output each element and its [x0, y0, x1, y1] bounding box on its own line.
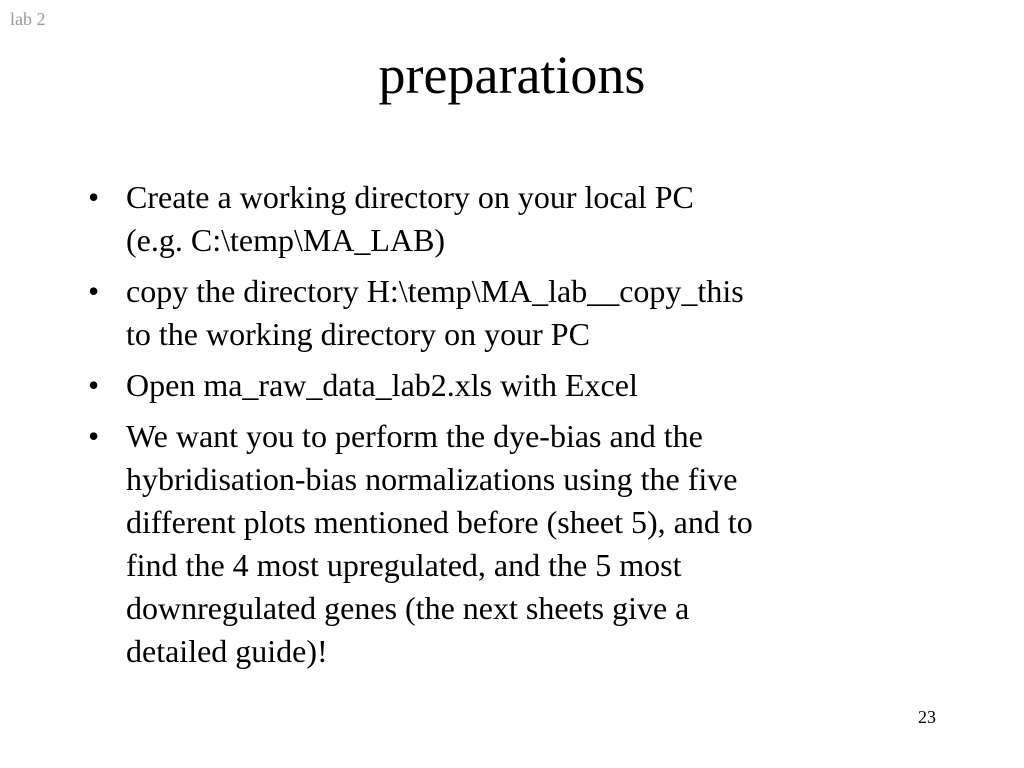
bullet-line: downregulated genes (the next sheets give a [126, 590, 690, 626]
bullet-item-task-description [84, 415, 924, 673]
bullet-line: copy the directory H:\temp\MA_lab__copy_this [126, 273, 744, 309]
bullet-line: hybridisation-bias normalizations using the five [126, 461, 738, 497]
page-number: 23 [918, 707, 936, 727]
bullet-item-copy-directory [84, 270, 924, 356]
lab-label: lab 2 [10, 9, 46, 29]
bullet-text [126, 270, 744, 356]
bullet-item-working-directory [84, 176, 924, 262]
slide-title: preparations [378, 45, 646, 105]
bullet-text [126, 176, 694, 262]
bullet-line: (e.g. C:\temp\MA_LAB) [126, 222, 446, 258]
bullet-list [84, 176, 924, 681]
bullet-line: find the 4 most upregulated, and the 5 most [126, 547, 682, 583]
bullet-marker: • [88, 179, 100, 215]
bullet-line: to the working directory on your PC [126, 316, 590, 352]
bullet-line: different plots mentioned before (sheet 5), and to [126, 504, 753, 540]
bullet-item-open-excel [84, 364, 924, 407]
bullet-line: Create a working directory on your local PC [126, 179, 694, 215]
bullet-line: detailed guide)! [126, 633, 328, 669]
bullet-marker: • [88, 418, 100, 454]
bullet-text [126, 415, 753, 673]
bullet-marker: • [88, 367, 100, 403]
bullet-line: We want you to perform the dye-bias and the [126, 418, 703, 454]
bullet-line: Open ma_raw_data_lab2.xls with Excel [126, 367, 638, 403]
bullet-text [126, 364, 638, 407]
bullet-marker: • [88, 273, 100, 309]
